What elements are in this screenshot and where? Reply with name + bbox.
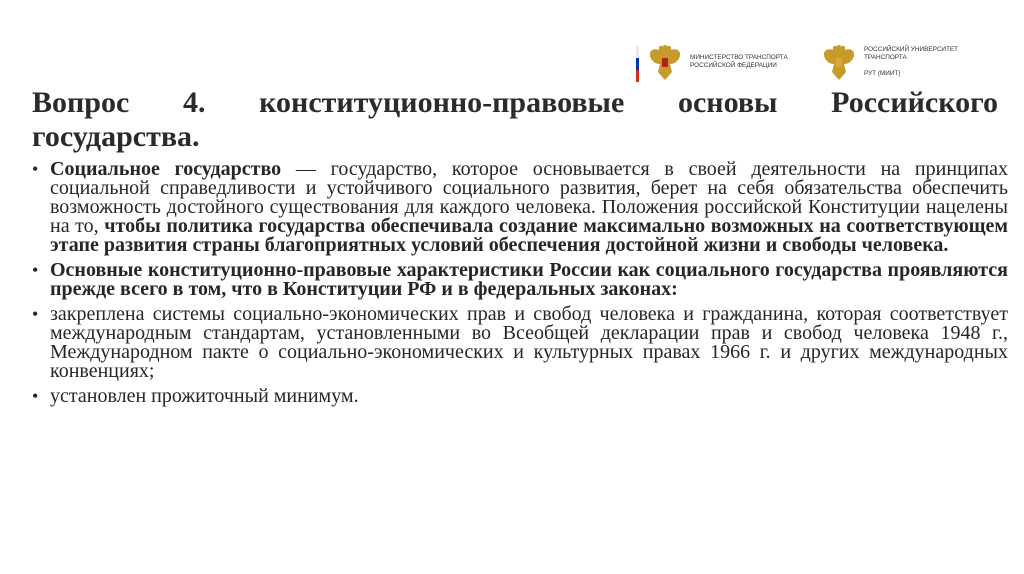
university-eagle-icon [820, 42, 858, 86]
bullet-1-bold-tail: чтобы политика государства обеспечивала создание максимально возможных на соответствующем этапе развития страны благоприятных условий обеспечения достойной жизни и свободы человека. [50, 215, 1008, 256]
ministry-line-1: МИНИСТЕРСТВО ТРАНСПОРТА [690, 54, 788, 61]
bullet-marker: • [32, 159, 39, 179]
bullet-1-text: — государство, которое основывается в своей деятельности на принципах социальной справедливости и устойчивого социального развития, берет на себя обязательства обеспечить возможность достойного существования для каждого человека. Положения российской Конституции нацелены на то, [50, 158, 1009, 237]
bullet-2-text: Основные конституционно-правовые характеристики России как социального государства проявляются прежде всего в том, что в Конституции РФ и в федеральных законах: [50, 259, 1008, 300]
bullet-marker: • [32, 386, 39, 406]
bullet-item-rights-system [32, 305, 1008, 381]
slide-content [32, 160, 1008, 412]
bullet-3-text: закреплена системы социально-экономических прав и свобод человека и гражданина, которая соответствует международным стандартам, установленными во Всеобщей декларации прав и свобод человека 1948 г., Международном пакте о социально-экономических и культурных правах 1966 г. и других международных конвенциях; [50, 303, 1008, 382]
bullet-4-text: установлен прожиточный минимум. [50, 385, 359, 407]
slide-title-line-2: государства. [32, 120, 200, 153]
university-logo-text [864, 46, 958, 78]
university-line-2: ТРАНСПОРТА [864, 54, 907, 61]
university-line-3: РУТ (МИИТ) [864, 70, 901, 77]
ministry-line-2: РОССИЙСКОЙ ФЕДЕРАЦИИ [690, 62, 777, 69]
bullet-marker: • [32, 260, 39, 280]
bullet-marker: • [32, 304, 39, 324]
russian-flag-bar [636, 46, 639, 82]
university-line-1: РОССИЙСКИЙ УНИВЕРСИТЕТ [864, 46, 959, 53]
bullet-item-minimum-wage [32, 387, 1008, 406]
header-logos [636, 40, 966, 88]
bullet-item-social-state [32, 160, 1008, 255]
ministry-eagle-icon [646, 42, 684, 86]
bullet-item-characteristics [32, 261, 1008, 299]
ministry-logo-text [690, 54, 788, 70]
slide-title [32, 86, 998, 154]
bullet-1-bold-lead: Социальное государство [50, 158, 282, 180]
slide-title-line-1: Вопрос 4. конституционно-правовые основы Российского [32, 86, 998, 119]
